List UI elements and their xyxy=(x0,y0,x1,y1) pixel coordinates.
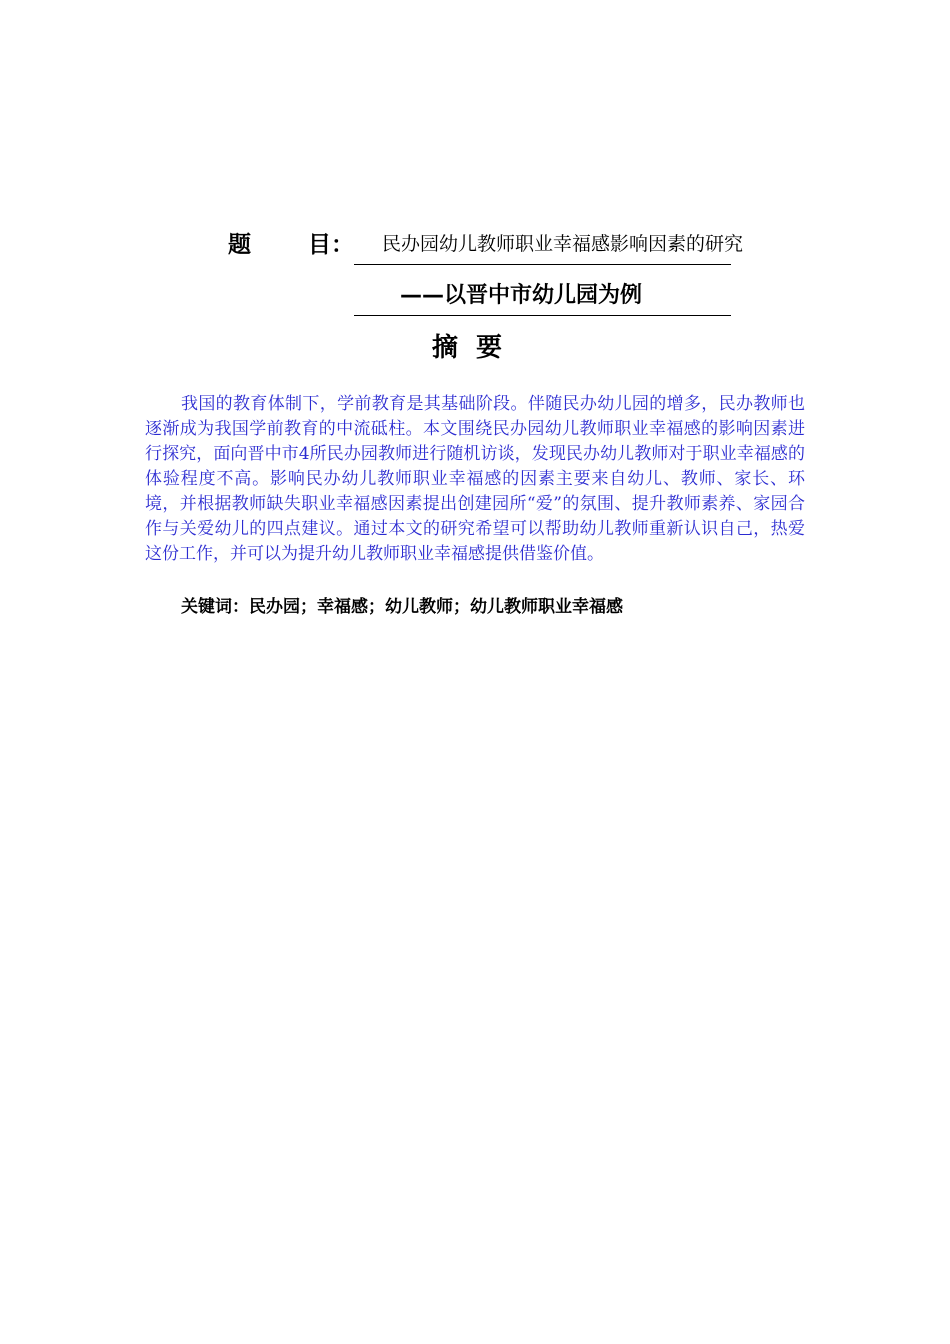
title-label-char1: 题 xyxy=(228,232,251,258)
abstract-body: 我国的教育体制下，学前教育是其基础阶段。伴随民办幼儿园的增多，民办教师也逐渐成为我国学前教育的中流砥柱。本文围绕民办园幼儿教师职业幸福感的影响因素进行探究，面向晋中市4所民办园教师进行随机访谈，发现民办幼儿教师对于职业幸福感的体验程度不高。影响民办幼儿教师职业幸福感的因素主要来自幼儿、教师、家长、环境，并根据教师缺失职业幸福感因素提出创建园所“爱”的氛围、提升教师素养、家园合作与关爱幼儿的四点建议。通过本文的研究希望可以帮助幼儿教师重新认识自己，热爱这份工作，并可以为提升幼儿教师职业幸福感提供借鉴价值。 xyxy=(145,394,805,564)
thesis-title: 民办园幼儿教师职业幸福感影响因素的研究 xyxy=(382,233,744,255)
title-label-char2: 目： xyxy=(308,232,354,258)
title-underline xyxy=(354,264,731,265)
thesis-subtitle: ——以晋中市幼儿园为例 xyxy=(400,283,643,308)
keywords: 关键词：民办园；幸福感；幼儿教师；幼儿教师职业幸福感 xyxy=(181,597,623,617)
abstract-heading: 摘要 xyxy=(432,333,521,363)
subtitle-underline xyxy=(354,315,731,316)
